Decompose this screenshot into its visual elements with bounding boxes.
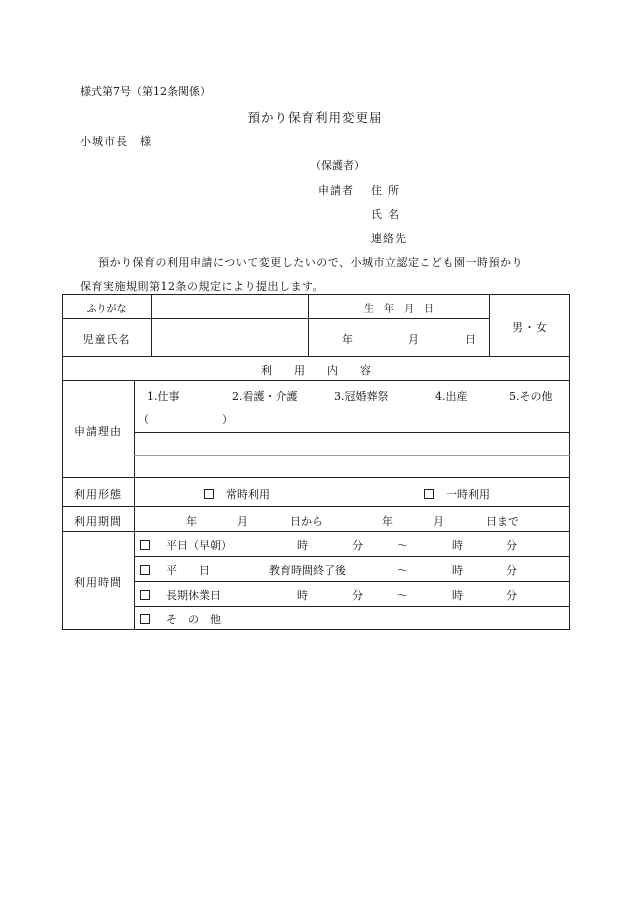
intro-line-1: 預かり保育の利用申請について変更したいので、小城市立認定こども園一時預かり [98, 256, 524, 269]
reason-option-childbirth[interactable]: 4.出産 [435, 390, 468, 403]
gender-select[interactable]: 男・女 [512, 321, 548, 334]
period-start-year-label: 年 [186, 515, 197, 528]
time-row-other[interactable] [140, 611, 221, 627]
hour-label: 時 [297, 589, 308, 602]
period-end-year-label: 年 [382, 515, 393, 528]
divider [62, 477, 570, 478]
child-name-input[interactable] [152, 320, 308, 355]
reason-detail-input-2[interactable] [135, 456, 569, 476]
weekday-after-checkbox[interactable] [140, 565, 150, 575]
birth-month-label: 月 [408, 333, 419, 346]
end-hour-label: 時 [452, 564, 463, 577]
reason-option-care[interactable]: 2.看護・介護 [232, 390, 298, 403]
usage-content-header: 利 用 内 容 [261, 364, 371, 377]
divider [134, 581, 570, 582]
reason-label: 申請理由 [74, 425, 122, 438]
period-until-label: 日まで [486, 515, 519, 528]
reason-other-input[interactable] [152, 409, 222, 425]
divider [62, 356, 570, 357]
divider [134, 606, 570, 607]
reason-other-paren-close: ） [222, 413, 233, 426]
form-number: 様式第7号（第12条関係） [80, 85, 211, 98]
end-minute-label: 分 [506, 539, 517, 552]
reason-option-work[interactable]: 1.仕事 [147, 390, 180, 403]
weekday-early-checkbox[interactable] [140, 540, 150, 550]
birth-day-label: 日 [465, 333, 476, 346]
hour-label: 時 [297, 539, 308, 552]
table-border-bottom [62, 629, 570, 630]
usage-type-temporary-option[interactable] [424, 486, 490, 502]
long-holiday-checkbox[interactable] [140, 590, 150, 600]
temporary-checkbox[interactable] [424, 489, 434, 499]
guardian-label: （保護者） [310, 159, 365, 172]
applicant-label: 申請者 [318, 184, 354, 197]
regular-label: 常時利用 [226, 488, 270, 501]
address-label: 住所 [371, 184, 405, 197]
divider [134, 380, 135, 630]
reason-option-other[interactable]: 5.その他 [509, 390, 553, 403]
period-from-label: 日から [290, 515, 323, 528]
weekday-after-label: 平 日 [166, 564, 210, 577]
form-title: 預かり保育利用変更届 [247, 110, 383, 125]
other-label: そ の 他 [166, 613, 221, 626]
intro-line-2: 保育実施規則第12条の規定により提出します。 [80, 280, 325, 293]
end-minute-label: 分 [506, 589, 517, 602]
minute-label: 分 [352, 539, 363, 552]
end-minute-label: 分 [506, 564, 517, 577]
child-name-label: 児童氏名 [82, 333, 131, 346]
usage-type-regular-option[interactable] [204, 486, 270, 502]
end-hour-label: 時 [452, 589, 463, 602]
usage-type-label: 利用形態 [74, 488, 122, 501]
application-form-table [62, 294, 570, 630]
addressee: 小城市長 様 [80, 135, 152, 148]
divider [62, 531, 570, 532]
divider [62, 506, 570, 507]
reason-other-paren-open: （ [138, 413, 149, 426]
period-start-month-label: 月 [237, 515, 248, 528]
after-school-label: 教育時間終了後 [269, 564, 346, 577]
time-row-weekday-early[interactable] [140, 537, 232, 553]
furigana-input[interactable] [152, 296, 308, 317]
temporary-label: 一時利用 [446, 488, 490, 501]
divider [62, 380, 570, 381]
other-checkbox[interactable] [140, 614, 150, 624]
table-border-top [62, 294, 570, 295]
period-end-month-label: 月 [433, 515, 444, 528]
tilde: 〜 [397, 539, 408, 552]
time-label: 利用時間 [74, 576, 122, 589]
long-holiday-label: 長期休業日 [166, 589, 221, 602]
birth-year-label: 年 [342, 333, 353, 346]
regular-checkbox[interactable] [204, 489, 214, 499]
birth-date-label: 生 年 月 日 [364, 304, 434, 315]
end-hour-label: 時 [452, 539, 463, 552]
divider [62, 318, 489, 319]
divider [134, 432, 570, 433]
time-row-weekday-after[interactable] [140, 562, 210, 578]
minute-label: 分 [352, 589, 363, 602]
time-row-long-holiday[interactable] [140, 587, 221, 603]
weekday-early-label: 平日（早朝） [166, 539, 232, 552]
reason-option-ceremony[interactable]: 3.冠婚葬祭 [334, 390, 389, 403]
reason-detail-input-1[interactable] [135, 434, 569, 454]
table-border-right [569, 294, 570, 630]
tilde: 〜 [397, 589, 408, 602]
period-label: 利用期間 [74, 515, 122, 528]
furigana-label: ふりがな [86, 304, 127, 315]
tilde: 〜 [397, 564, 408, 577]
name-label: 氏名 [371, 208, 405, 221]
contact-label: 連絡先 [371, 232, 407, 245]
divider [134, 556, 570, 557]
